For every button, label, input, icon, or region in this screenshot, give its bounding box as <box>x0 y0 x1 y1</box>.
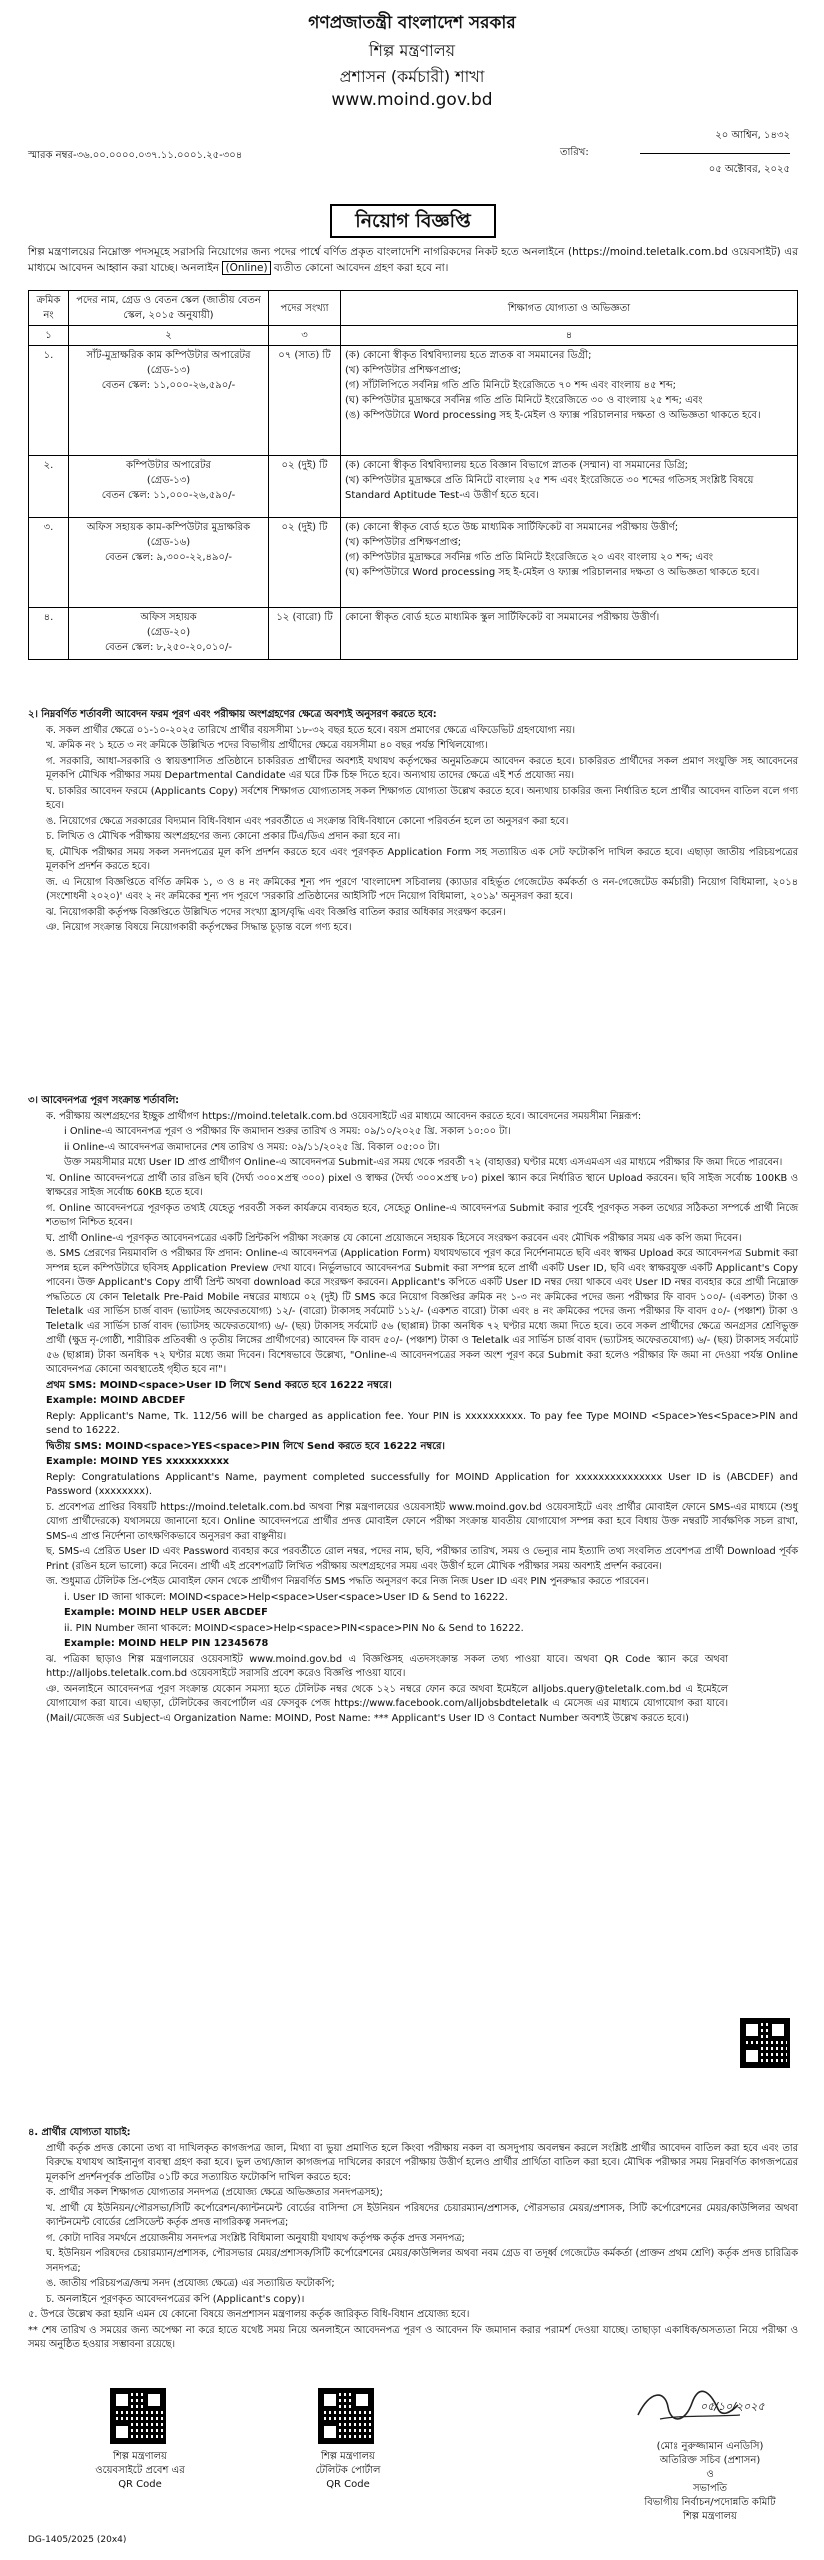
branch-name: প্রশাসন (কর্মচারী) শাখা <box>339 67 485 86</box>
table-header: পদের সংখ্যা <box>269 291 341 326</box>
signature-date: ০৫/১০/২০২৫ <box>700 2400 765 2413</box>
signatory-committee: বিভাগীয় নির্বাচন/পদোন্নতি কমিটি <box>644 2497 776 2508</box>
table-cell-qual <box>341 456 798 518</box>
jobs-table <box>28 290 798 660</box>
post-scale: বেতন স্কেল: ১১,০০০-২৬,৫৯০/- <box>101 490 236 501</box>
application-item: গ. Online আবেদনপত্রে পূরণকৃত তথ্যই যেহেতু পরবর্তী সকল কার্যক্রমে ব্যবহৃত হবে, সেহেতু Online-এ আবেদনপত্র Submit করার পূর্বেই পূরণকৃত সকল তথ্যের সঠিকতা সম্পর্কে প্রার্থী নিজে শতভাগ নিশ্চিত হবেন। <box>46 1202 798 1228</box>
memo-date-en: ০৫ অক্টোবর, ২০২৫ <box>708 164 790 175</box>
advice-note: ** শেষ তারিখ ও সময়ের জন্য অপেক্ষা না করে হাতে যথেষ্ট সময় নিয়ে অনলাইনে আবেদনপত্র পূরণ ও আবেদন ফি জমাদান করার পরামর্শ দেওয়া যাচ্ছে। তাছাড়া একাধিক/অসত্যতা নিয়ে পরীক্ষা ও সময় অনুষ্ঠিত হওয়ার সম্ভাবনা রয়েছে। <box>28 2324 799 2350</box>
table-row <box>29 518 798 608</box>
sms-example: Example: MOIND ABCDEF <box>46 1395 186 1406</box>
help-sms: i. User ID জানা থাকলে: MOIND<space>Help<space>User<space>User ID & Send to 16222. <box>64 1591 508 1603</box>
website: www.moind.gov.bd <box>331 90 493 110</box>
qr-eye <box>353 2391 371 2409</box>
table-cell-post <box>69 608 269 660</box>
qr-caption-line: শিল্প মন্ত্রণালয় <box>321 2451 375 2462</box>
qr-eye <box>113 2391 131 2409</box>
qual-line: কোনো স্বীকৃত বোর্ড হতে মাধ্যমিক স্কুল সার্টিফিকেট বা সমমানের পরীক্ষায় উত্তীর্ণ। <box>345 612 660 623</box>
qual-line: (গ) কম্পিউটার মুদ্রাক্ষরে সর্বনিম্ন গতি প্রতি মিনিটে ইংরেজিতে ২০ এবং বাংলায় ২০ শব্দ; এবং <box>345 552 714 563</box>
qr-eye <box>321 2391 339 2409</box>
table-header-row <box>29 291 798 326</box>
memo-date-divider <box>640 153 790 154</box>
condition-item: জ. এ নিয়োগ বিজ্ঞপ্তিতে বর্ণিত ক্রমিক ১, ৩ ও ৪ নং ক্রমিকের শূন্য পদ পূরণে 'বাংলাদেশ সচিবালয় (ক্যাডার বহির্ভূত গেজেটেড কর্মকর্তা ও নন-গেজেটেড কর্মচারী) নিয়োগ বিধিমালা, ২০১৪ (সংশোধনী ২০২০)' এবং ২ নং ক্রমিকের শূন্য পদ পূরণে 'সরকারি প্রতিষ্ঠানের আইসিটি পদে নিয়োগ বিধিমালা, ২০১৯' অনুসরণ করা হবে। <box>46 876 798 902</box>
application-item: ক. পরীক্ষায় অংশগ্রহণের ইচ্ছুক প্রার্থীগণ https://moind.teletalk.com.bd ওয়েবসাইটে এর মাধ্যমে আবেদন করতে হবে। আবেদনের সময়সীমা নিম্নরূপ: <box>46 1110 642 1122</box>
post-grade: (গ্রেড-১৩) <box>146 365 191 376</box>
qual-line: (ক) কোনো স্বীকৃত বিশ্ববিদ্যালয় হতে বিজ্ঞান বিভাগে স্নাতক (সম্মান) বা সমমানের ডিগ্রি; <box>345 460 688 471</box>
sms-example: Example: MOIND HELP USER ABCDEF <box>64 1607 268 1618</box>
table-cell-count: ১২ (বারো) টি <box>269 608 341 660</box>
sms-example: Example: MOIND HELP PIN 12345678 <box>64 1638 269 1649</box>
teletalk-qr-code[interactable] <box>318 2388 374 2444</box>
intro-paragraph <box>28 244 798 276</box>
condition-item: ঞ. নিয়োগ সংক্রান্ত বিষয়ে নিয়োগকারী কর্তৃপক্ষের সিদ্ধান্ত চূড়ান্ত বলে গণ্য হবে। <box>46 922 352 933</box>
qual-line: (খ) কম্পিউটার প্রশিক্ষণপ্রাপ্ত; <box>345 537 462 548</box>
condition-item: ক. সকল প্রার্থীর ক্ষেত্রে ০১-১০-২০২৫ তারিখে প্রার্থীর বয়সসীমা ১৮-৩২ বছর হতে হবে। বয়স প্রমাণের ক্ষেত্রে এফিডেভিট গ্রহণযোগ্য নয়। <box>46 724 575 736</box>
dg-code: DG-1405/2025 (20x4) <box>28 2535 127 2545</box>
table-row <box>29 346 798 456</box>
sms-reply: Reply: Congratulations Applicant's Name, payment completed successfully for MOIND Application for xxxxxxxxxxxxxxx User ID is (ABCDEF) and Password (xxxxxxxx). <box>46 1471 798 1497</box>
section-eligibility <box>28 2126 798 2354</box>
eligibility-item: গ. কোটা দাবির সমর্থনে প্রয়োজনীয় সনদপত্র সংশ্লিষ্ট বিধিমালা অনুযায়ী যথাযথ কর্তৃপক্ষ কর্তৃক প্রদত্ত সনদপত্র; <box>46 2232 465 2244</box>
table-cell: ৩ <box>269 326 341 346</box>
table-row <box>29 456 798 518</box>
memo-date-block <box>560 128 790 179</box>
section-heading: ২। নিম্নবর্ণিত শর্তাবলী আবেদন ফরম পূরণ এবং পরীক্ষায় অংশগ্রহণের ক্ষেত্রে অবশ্যই অনুসরণ করতে হবে: <box>28 709 437 720</box>
post-scale: বেতন স্কেল: ৯,৩০০-২২,৪৯০/- <box>105 552 232 563</box>
memo-ref: স্মারক নম্বর-৩৬.০০.০০০০.০৩৭.১১.০০০১.২৫-৩০৪ <box>28 150 243 161</box>
qr-caption-line: QR Code <box>118 2479 162 2490</box>
post-scale: বেতন স্কেল: ৮,২৫০-২০,০১০/- <box>105 642 232 653</box>
qr-caption-line: শিল্প মন্ত্রণালয় <box>113 2451 167 2462</box>
application-item: i Online-এ আবেদনপত্র পূরণ ও পরীক্ষার ফি জমাদান শুরুর তারিখ ও সময়: ০৯/১০/২০২৫ খ্রি. সকাল ১০:০০ টা। <box>64 1126 511 1137</box>
table-header: শিক্ষাগত যোগ্যতা ও অভিজ্ঞতা <box>341 291 798 326</box>
eligibility-item: চ. অনলাইনে পূরণকৃত আবেদনপত্রের কপি (Applicant's copy)। <box>46 2293 305 2305</box>
application-item: ঞ. অনলাইনে আবেদনপত্র পূরণ সংক্রান্ত যেকোন সমস্যা হতে টেলিটক নম্বর থেকে ১২১ নম্বরে ফোন করে অথবা ইমেইলে alljobs.query@teletalk.com.bd এ ইমেইলে যোগাযোগ করা যাবে। এছাড়া, টেলিটকের জবপোর্টাল এর ফেসবুক পেজ https://www.facebook.com/alljobsbdteletalk এ মেসেজ এর মাধ্যমে যোগাযোগ করা যাবে। (Mail/মেজেজ এর Subject-এ Organization Name: MOIND, Post Name: *** Applicant's User ID ও Contact Number অবশ্যই উল্লেখ করতে হবে।) <box>46 1683 728 1724</box>
signatory-title: অতিরিক্ত সচিব (প্রশাসন) <box>659 2455 761 2466</box>
ministry-name: শিল্প মন্ত্রণালয় <box>368 41 456 60</box>
intro-text-2: ব্যতীত কোনো আবেদন গ্রহণ করা হবে না। <box>273 262 449 274</box>
intro-text-1: শিল্প মন্ত্রণালয়ের নিম্নোক্ত পদসমূহে সরাসরি নিয়োগের জন্য পদের পার্শ্বে বর্ণিত প্রকৃত বাংলাদেশি নাগরিকদের নিকট হতে অনলাইনে (https://moind.teletalk.com.bd ওয়েবসাইট) এর মাধ্যমে আবেদন আহ্বান করা যাচ্ছে। অনলাইন <box>28 246 798 274</box>
website-qr-code[interactable] <box>110 2388 166 2444</box>
section-heading: ৪. প্রার্থীর যোগ্যতা যাচাই: <box>28 2127 131 2138</box>
signatory-ministry: শিল্প মন্ত্রণালয় <box>683 2511 737 2522</box>
qual-line: (ঙ) কম্পিউটারে Word processing সহ ই-মেইল ও ফ্যাক্স পরিচালনার দক্ষতা ও অভিজ্ঞতা থাকতে হবে। <box>345 410 761 421</box>
post-grade: (গ্রেড-১৬) <box>146 537 191 548</box>
signatory-role: সভাপতি <box>692 2483 728 2494</box>
post-grade: (গ্রেড-২০) <box>146 627 191 638</box>
table-cell-qual <box>341 518 798 608</box>
qr-eye <box>769 2021 787 2039</box>
application-item: ঙ. SMS প্রেরণের নিয়মাবলি ও পরীক্ষার ফি প্রদান: Online-এ আবেদনপত্র (Application Form) যথাযথভাবে পূরণ করে নির্দেশনামতে ছবি এবং স্বাক্ষর Upload করে আবেদনপত্র Submit করা সম্পন্ন হলে কম্পিউটারে ছবিসহ Application Preview দেখা যাবে। নির্ভুলভাবে আবেদনপত্র Submit করা সম্পন্ন হলে প্রার্থী একটি User ID, ছবি এবং স্বাক্ষরযুক্ত একটি Applicant's Copy পাবেন। উক্ত Applicant's Copy প্রার্থী প্রিন্ট অথবা download করে সংরক্ষণ করবেন। Applicant's কপিতে একটি User ID নম্বর দেয়া থাকবে এবং User ID নম্বর ব্যবহার করে প্রার্থী নিম্নোক্ত পদ্ধতিতে যে কোন Teletalk Pre-Paid Mobile নম্বরের মাধ্যমে ০২ (দুই) টি SMS করে নিয়োগ বিজ্ঞপ্তির ক্রমিক নং ১-৩ নং ক্রমিকের পদের জন্য পরীক্ষার ফি বাবদ ১০০/- (একশত) টাকা ও Teletalk এর সার্ভিস চার্জ বাবদ (ভ্যাটসহ অফেরতযোগ্য) ১২/- (বারো) টাকাসহ সর্বমোট ১১২/- (একশত বারো) টাকা এবং ৪ নং ক্রমিকের পদের জন্য পরীক্ষার ফি বাবদ ৫০/- (পঞ্চাশ) টাকা ও Teletalk এর সার্ভিস চার্জ বাবদ (ভ্যাটসহ অফেরতযোগ্য) ৬/- (ছয়) টাকাসহ সর্বমোট ৫৬ (ছাপ্পান্ন) টাকা অনধিক ৭২ ঘণ্টার মধ্যে জমা দিতে হবে। তবে সকল প্রার্থীদের ক্ষেত্রে অনগ্রসর শ্রেণিভুক্ত প্রার্থী (ক্ষুদ্র নৃ-গোষ্ঠী, শারীরিক প্রতিবন্ধী ও তৃতীয় লিঙ্গের প্রার্থীগণের) আবেদন ফি বাবদ ৫০/- (পঞ্চাশ) টাকা ও Teletalk এর সার্ভিস চার্জ বাবদ (ভ্যাটসহ অফেরতযোগ্য) ৬/- (ছয়) টাকাসহ সর্বমোট ৫৬ (ছাপ্পান্ন) টাকা অনধিক ৭২ ঘণ্টার মধ্যে জমা দিবেন। বিশেষভাবে উল্লেখ্য, "Online-এ আবেদনপত্রের সকল অংশ পূরণ করে Submit করা হলেও পরীক্ষার ফি জমা না দেওয়া পর্যন্ত Online আবেদনপত্র কোনো অবস্থাতেই গৃহীত হবে না"। <box>46 1248 798 1375</box>
table-cell: ১ <box>29 326 69 346</box>
post-scale: বেতন স্কেল: ১১,০০০-২৬,৫৯০/- <box>101 380 236 391</box>
post-name: সাঁট-মুদ্রাক্ষরিক কাম কম্পিউটার অপারেটর <box>86 350 251 361</box>
signatory-block <box>610 2440 810 2524</box>
qr-caption-line: ওয়েবসাইটে প্রবেশ এর <box>95 2465 185 2476</box>
sms-example: Example: MOIND YES xxxxxxxxxx <box>46 1456 230 1467</box>
table-cell-post <box>69 518 269 608</box>
teletalk-qr-caption <box>278 2450 418 2492</box>
table-cell-post <box>69 346 269 456</box>
signatory-and: ও <box>706 2469 714 2480</box>
qual-line: (খ) কম্পিউটার প্রশিক্ষণপ্রাপ্ত; <box>345 365 462 376</box>
qr-eye <box>743 2047 761 2065</box>
memo-date-label: তারিখ: <box>560 147 589 158</box>
signatory-name: (মোঃ নুরুজ্জামান এনডিসি) <box>656 2441 764 2452</box>
table-cell-qual <box>341 346 798 456</box>
eligibility-item: ঙ. জাতীয় পরিচয়পত্র/জন্ম সনদ (প্রযোজ্য ক্ষেত্রে) এর সত্যায়িত ফটোকপি; <box>46 2278 335 2289</box>
intro-online: (Online) <box>222 261 270 275</box>
help-sms: ii. PIN Number জানা থাকলে: MOIND<space>Help<space>PIN<space>PIN No & Send to 16222. <box>64 1622 524 1634</box>
qr-eye <box>145 2391 163 2409</box>
application-item: ঘ. প্রার্থী Online-এ পূরণকৃত আবেদনপত্রের একটি প্রিন্টকপি পরীক্ষা সংক্রান্ত যে কোনো প্রয়োজনে সহায়ক হিসেবে সংরক্ষণ করবেন এবং মৌখিক পরীক্ষার সময় এক কপি জমা দিবেন। <box>46 1232 742 1244</box>
qr-eye <box>743 2021 761 2039</box>
qual-line: (ক) কোনো স্বীকৃত বোর্ড হতে উচ্চ মাধ্যমিক সার্টিফিকেট বা সমমানের পরীক্ষায় উত্তীর্ণ; <box>345 522 679 533</box>
qr-caption-line: QR Code <box>326 2479 370 2490</box>
application-item: ii Online-এ আবেদনপত্র জমাদানের শেষ তারিখ ও সময়: ০৯/১১/২০২৫ খ্রি. বিকাল ০৫:০০ টা। <box>64 1141 440 1153</box>
application-item: জ. শুধুমাত্র টেলিটক প্রি-পেইড মোবাইল ফোন থেকে প্রার্থীগণ নিম্নবর্ণিত SMS পদ্ধতি অনুসরণ করে নিজ নিজ User ID এবং PIN পুনরুদ্ধার করতে পারবেন। <box>46 1576 649 1587</box>
application-item: ঝ. পত্রিকা ছাড়াও শিল্প মন্ত্রণালয়ের ওয়েবসাইট www.moind.gov.bd এ বিজ্ঞপ্তিসহ এতদসংক্রান্ত সকল তথ্য পাওয়া যাবে। অথবা QR Code স্ক্যান করে অথবা http://alljobs.teletalk.com.bd ওয়েবসাইটে সরাসরি প্রবেশ করেও বিজ্ঞপ্তি পাওয়া যাবে। <box>46 1653 728 1679</box>
table-cell-sl: ৪. <box>29 608 69 660</box>
eligibility-item: প্রার্থী কর্তৃক প্রদত্ত কোনো তথ্য বা দাখিলকৃত কাগজপত্র জাল, মিথ্যা বা ভুয়া প্রমাণিত হলে কিংবা পরীক্ষায় নকল বা অসদুপায় অবলম্বন করলে সংশ্লিষ্ট প্রার্থীর আবেদন বাতিল করা হবে এবং তার বিরুদ্ধে যথাযথ আইনানুগ ব্যবস্থা গ্রহণ করা হবে। ভুল তথ্য/জাল কাগজপত্র দাখিলের কারণে পরীক্ষায় উত্তীর্ণ হলেও প্রার্থীর প্রার্থিতা বাতিল করা হবে। মৌখিক পরীক্ষার সময় নিম্নবর্ণিত কাগজপত্রের মূলকপি প্রদর্শনপূর্বক প্রতিটির ০১টি করে সত্যায়িত ফটোকপি দাখিল করতে হবে: <box>46 2142 798 2183</box>
qual-line: (ক) কোনো স্বীকৃত বিশ্ববিদ্যালয় হতে স্নাতক বা সমমানের ডিগ্রী; <box>345 350 592 361</box>
condition-item: খ. ক্রমিক নং ১ হতে ৩ নং ক্রমিকে উল্লিখিত পদের বিভাগীয় প্রার্থীদের ক্ষেত্রে বয়সসীমা ৪০ বছর পর্যন্ত শিথিলযোগ্য। <box>46 740 488 751</box>
gov-title: গণপ্রজাতন্ত্রী বাংলাদেশ সরকার <box>308 13 516 33</box>
table-header: পদের নাম, গ্রেড ও বেতন স্কেল (জাতীয় বেতন স্কেল, ২০১৫ অনুযায়ী) <box>69 291 269 326</box>
eligibility-item: ক. প্রার্থীর সকল শিক্ষাগত যোগ্যতার সনদপত্র (প্রযোজ্য ক্ষেত্রে অভিজ্ঞতার সনদপত্রসহ); <box>46 2187 383 2198</box>
memo-date-bn: ২০ আশ্বিন, ১৪৩২ <box>715 130 790 141</box>
section-conditions <box>28 708 798 937</box>
application-item: চ. প্রবেশপত্র প্রাপ্তির বিষয়টি https://moind.teletalk.com.bd অথবা শিল্প মন্ত্রণালয়ের ওয়েবসাইট www.moind.gov.bd ওয়েবসাইটে এবং প্রার্থীর মোবাইল ফোনে SMS-এর মাধ্যমে (শুধু যোগ্য প্রার্থীদেরকে) যথাসময়ে জানানো হবে। Online আবেদনপত্রে প্রার্থীর প্রদত্ত মোবাইল ফোনে পরীক্ষা সংক্রান্ত যাবতীয় যোগাযোগ সম্পন্ন করা হবে বিধায় উক্ত নম্বরটি সার্বক্ষণিক সচল রাখা, SMS-এ প্রাপ্ত নির্দেশনা তাৎক্ষণিকভাবে অনুসরণ করা বাঞ্ছনীয়। <box>46 1501 798 1542</box>
table-cell-sl: ৩. <box>29 518 69 608</box>
table-cell-sl: ১. <box>29 346 69 456</box>
condition-item: ঙ. নিয়োগের ক্ষেত্রে সরকারের বিদ্যমান বিধি-বিধান এবং পরবর্তীতে এ সংক্রান্ত বিধি-বিধানে কোনো পরিবর্তন হলে তা অনুসরণ করা হবে। <box>46 815 569 827</box>
eligibility-item: ঘ. ইউনিয়ন পরিষদের চেয়ারম্যান/প্রশাসক, পৌরসভার মেয়র/প্রশাসক/সিটি কর্পোরেশনের মেয়র/কাউন্সিলর অথবা নবম গ্রেড বা তদূর্ধ্ব গেজেটেড কর্মকর্তা (প্রাক্তন প্রথম শ্রেণি) কর্তৃক প্রদত্ত চারিত্রিক সনদপত্র; <box>46 2248 798 2274</box>
sms-instruction: প্রথম SMS: MOIND<space>User ID লিখে Send করতে হবে 16222 নম্বরে। <box>46 1379 392 1391</box>
qual-line: (ঘ) কম্পিউটারে Word processing সহ ই-মেইল ও ফ্যাক্স পরিচালনার দক্ষতা ও অভিজ্ঞতা থাকতে হবে। <box>345 567 760 578</box>
table-header: ক্রমিক নং <box>29 291 69 326</box>
qr-eye <box>321 2423 339 2441</box>
section-heading: ৩। আবেদনপত্র পূরণ সংক্রান্ত শর্তাবলি: <box>28 1095 180 1106</box>
application-item: উক্ত সময়সীমার মধ্যে User ID প্রাপ্ত প্রার্থীগণ Online-এ আবেদনপত্র Submit-এর সময় থেকে পরবর্তী ৭২ (বাহাত্তর) ঘণ্টার মধ্যে এসএমএস এর মাধ্যমে পরীক্ষার ফি জমা দিতে পারবেন। <box>64 1157 783 1168</box>
qr-eye <box>113 2423 131 2441</box>
qual-line: (ঘ) কম্পিউটার মুদ্রাক্ষরে সর্বনিম্ন গতি প্রতি মিনিটে ইংরেজিতে ৩০ ও বাংলায় ২৫ শব্দ; এবং <box>345 395 703 406</box>
condition-item: ছ. মৌখিক পরীক্ষার সময় সকল সনদপত্রের মূল কপি প্রদর্শন করতে হবে এবং পূরণকৃত Application Form সহ সত্যায়িত এক সেট ফটোকপি দাখিল করতে হবে। এছাড়া জাতীয় পরিচয়পত্রের মূলকপি প্রদর্শন করতে হবে। <box>46 846 798 872</box>
eligibility-item: খ. প্রার্থী যে ইউনিয়ন/পৌরসভা/সিটি কর্পোরেশন/ক্যান্টনমেন্ট বোর্ডের বাসিন্দা সে ইউনিয়ন পরিষদের চেয়ারম্যান/প্রশাসক, পৌরসভার মেয়র/প্রশাসক, সিটি কর্পোরেশনের মেয়র/কাউন্সিলর অথবা ক্যান্টনমেন্ট বোর্ডের প্রেসিডেন্ট কর্তৃক প্রদত্ত নাগরিকত্ব সনদপত্র; <box>46 2202 798 2228</box>
application-item: খ. Online আবেদনপত্রে প্রার্থী তার রঙিন ছবি (দৈর্ঘ্য ৩০০×প্রস্থ ৩০০) pixel ও স্বাক্ষর (দৈর্ঘ্য ৩০০×প্রস্থ ৮০) pixel স্ক্যান করে নির্ধারিত স্থানে Upload করবেন। ছবি সাইজ সর্বোচ্চ 100KB ও স্বাক্ষরের সাইজ সর্বোচ্চ 60KB হতে হবে। <box>46 1172 798 1198</box>
post-name: অফিস সহায়ক <box>140 612 197 623</box>
table-row <box>29 608 798 660</box>
table-cell: ২ <box>69 326 269 346</box>
post-name: কম্পিউটার অপারেটর <box>125 460 212 471</box>
qr-caption-line: টেলিটক পোর্টাল <box>315 2465 381 2476</box>
notice-title: নিয়োগ বিজ্ঞপ্তি <box>330 204 496 238</box>
condition-item: গ. সরকারি, আধা-সরকারি ও স্বায়ত্তশাসিত প্রতিষ্ঠানে চাকরিরত প্রার্থীদের অবশ্যই যথাযথ কর্তৃপক্ষের অনুমতিক্রমে আবেদন করতে হবে। চাকরিরত প্রার্থীদের সকল প্রমাণ সংযুক্তি সহ আবেদনের মূলকপি মৌখিক পরীক্ষার সময় Departmental Candidate এর ঘরে টিক চিহ্ন দিতে হবে। অন্যথায় তাদের ক্ষেত্রে এই শর্ত প্রযোজ্য নয়। <box>46 755 798 781</box>
table-cell-qual <box>341 608 798 660</box>
post-name: অফিস সহায়ক কাম-কম্পিউটার মুদ্রাক্ষরিক <box>86 522 251 533</box>
general-clause: ৫. উপরে উল্লেখ করা হয়নি এমন যে কোনো বিষয়ে জনপ্রশাসন মন্ত্রণালয় কর্তৃক জারিকৃত বিধি-বিধান প্রযোজ্য হবে। <box>28 2309 470 2320</box>
table-cell-post <box>69 456 269 518</box>
condition-item: চ. লিখিত ও মৌখিক পরীক্ষায় অংশগ্রহণের জন্য কোনো প্রকার টিএ/ডিএ প্রদান করা হবে না। <box>46 831 401 842</box>
condition-item: ঝ. নিয়োগকারী কর্তৃপক্ষ বিজ্ঞপ্তিতে উল্লিখিত পদের সংখ্যা হ্রাস/বৃদ্ধি এবং বিজ্ঞপ্তি বাতিল করার অধিকার সংরক্ষণ করেন। <box>46 906 506 918</box>
table-cell-sl: ২. <box>29 456 69 518</box>
sms-instruction: দ্বিতীয় SMS: MOIND<space>YES<space>PIN লিখে Send করতে হবে 16222 নম্বরে। <box>46 1440 445 1452</box>
table-cell-count: ০৭ (সাত) টি <box>269 346 341 456</box>
section-application <box>28 1094 798 1727</box>
post-grade: (গ্রেড-১৩) <box>146 475 191 486</box>
table-cell-count: ০২ (দুই) টি <box>269 518 341 608</box>
table-number-row <box>29 326 798 346</box>
qual-line: (গ) সাঁটলিপিতে সর্বনিম্ন গতি প্রতি মিনিটে ইংরেজিতে ৭০ শব্দ এবং বাংলায় ৪৫ শব্দ; <box>345 380 676 391</box>
sms-reply: Reply: Applicant's Name, Tk. 112/56 will be charged as application fee. Your PIN is xxxxxxxxxx. To pay fee Type MOIND <Space>Yes<Space>PIN and send to 16222. <box>46 1410 798 1436</box>
qual-line: (খ) কম্পিউটার মুদ্রাক্ষরে প্রতি মিনিটে বাংলায় ২৫ শব্দ এবং ইংরেজিতে ৩০ শব্দের গতিসহ সংশ্লিষ্ট বিষয়ে Standard Aptitude Test-এ উত্তীর্ণ হতে হবে। <box>345 475 754 501</box>
alljobs-qr-code[interactable] <box>740 2018 790 2068</box>
table-cell-count: ০২ (দুই) টি <box>269 456 341 518</box>
table-cell: ৪ <box>341 326 798 346</box>
condition-item: ঘ. চাকরির আবেদন ফরমে (Applicants Copy) সর্বশেষ শিক্ষাগত যোগ্যতাসহ সকল শিক্ষাগত যোগ্যতা উল্লেখ করতে হবে। অন্যথায় চাকরির জন্য নির্ধারিত হলে প্রার্থীর আবেদন বাতিল বলে গণ্য হবে। <box>46 785 798 811</box>
website-qr-caption <box>70 2450 210 2492</box>
application-item: ছ. SMS-এ প্রেরিত User ID এবং Password ব্যবহার করে পরবর্তীতে রোল নম্বর, পদের নাম, ছবি, পরীক্ষার তারিখ, সময় ও ভেন্যুর নাম ইত্যাদি তথ্য সংবলিত প্রবেশপত্র প্রার্থী Download পূর্বক Print (রঙিন হলে ভালো) করে নিবেন। প্রার্থী এই প্রবেশপত্রটি লিখিত পরীক্ষায় অংশগ্রহণের সময় এবং উত্তীর্ণ হলে মৌখিক পরীক্ষার সময় অবশ্যই প্রদর্শন করবেন। <box>46 1546 798 1572</box>
